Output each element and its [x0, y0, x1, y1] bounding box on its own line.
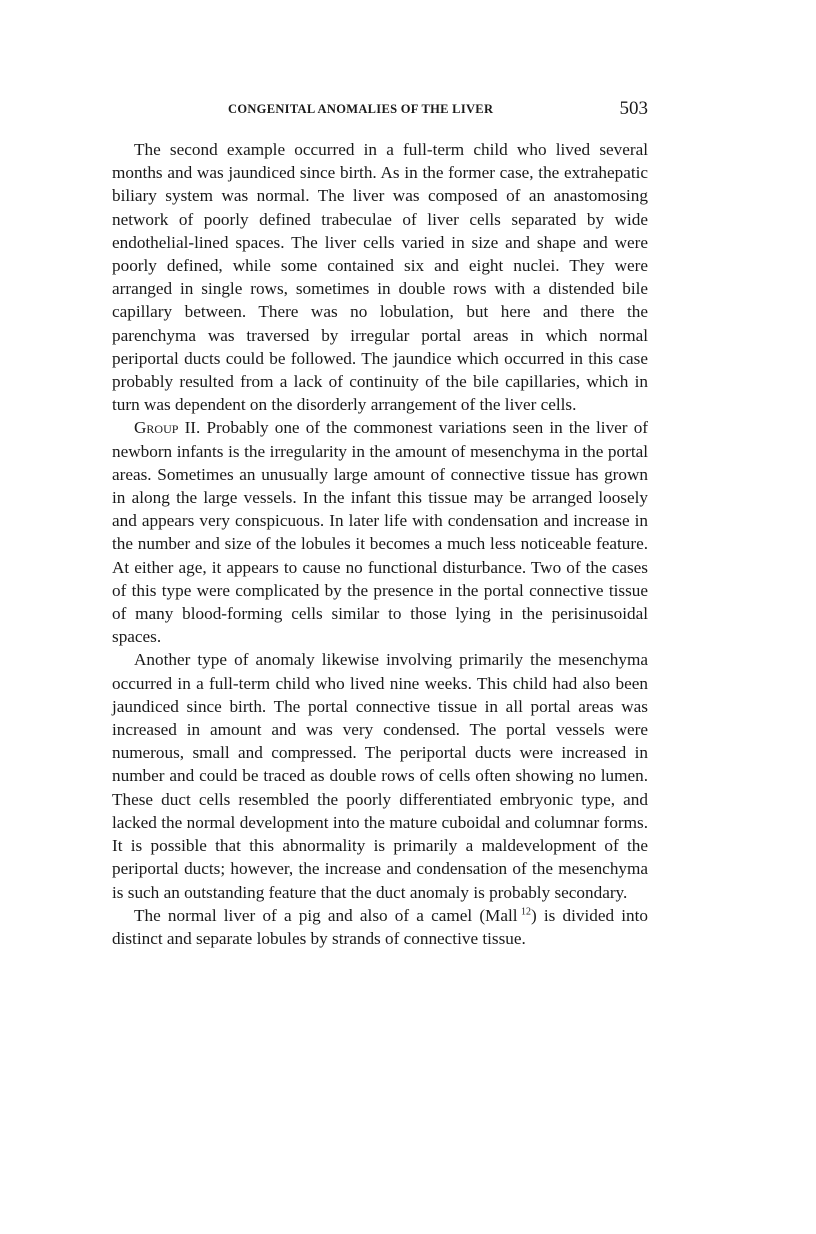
footnote-ref-12: 12: [520, 905, 531, 917]
paragraph-normal-liver: [112, 904, 648, 950]
page-number: 503: [619, 98, 648, 119]
book-page: [112, 96, 648, 950]
normal-liver-text-start: The normal liver of a pig and also of a camel (Mall: [134, 905, 518, 925]
normal-liver-text-end: ) is divided into distinct and separate lobules by strands of connective tissue.: [112, 905, 648, 948]
paragraph-group-two: [112, 416, 648, 648]
paragraph-another-anomaly: Another type of anomaly likewise involving primarily the mesenchyma occurred in a full-term child who lived nine weeks. This child had also been jaundiced since birth. The portal connective tissue in all portal areas was increased in amount and was very condensed. The portal vessels were numerous, small and compressed. The periportal ducts were increased in number and could be traced as double rows of cells often showing no lumen. These duct cells resembled the poorly differentiated embryonic type, and lacked the normal development into the mature cuboidal and columnar forms. It is possible that this abnormality is primarily a maldevelopment of the periportal ducts; however, the increase and condensation of the mesenchyma is such an outstanding feature that the duct anomaly is probably secondary.: [112, 650, 648, 902]
running-title: CONGENITAL ANOMALIES OF THE LIVER: [228, 102, 494, 116]
group-two-label: Group II.: [134, 418, 201, 438]
group-two-text: Probably one of the commonest variations seen in the liver of newborn infants is the irregularity in the amount of mesenchyma in the portal areas. Sometimes an unusually large amount of connective tissue has grown in along the large vessels. In the infant this tissue may be arranged loosely and appears very conspicuous. In later life with condensation and increase in the number and size of the lobules it becomes a much less noticeable feature. At either age, it appears to cause no functional disturbance. Two of the cases of this type were complicated by the presence in the portal connective tissue of many blood-forming cells similar to those lying in the perisinusoidal spaces.: [112, 418, 649, 647]
paragraph-second-example: The second example occurred in a full-term child who lived several months and was jaundiced since birth. As in the former case, the extrahepatic biliary system was normal. The liver was composed of an anastomosing network of poorly defined trabeculae of liver cells separated by wide endothelial-lined spaces. The liver cells varied in size and shape and were poorly defined, while some contained six and eight nuclei. They were arranged in single rows, sometimes in double rows with a distended bile capillary between. There was no lobulation, but here and there the parenchyma was traversed by irregular portal areas in which normal periportal ducts could be followed. The jaundice which occurred in this case probably resulted from a lack of continuity of the bile capillaries, which in turn was dependent on the disorderly arrangement of the liver cells.: [112, 140, 648, 415]
running-head: [112, 96, 648, 126]
